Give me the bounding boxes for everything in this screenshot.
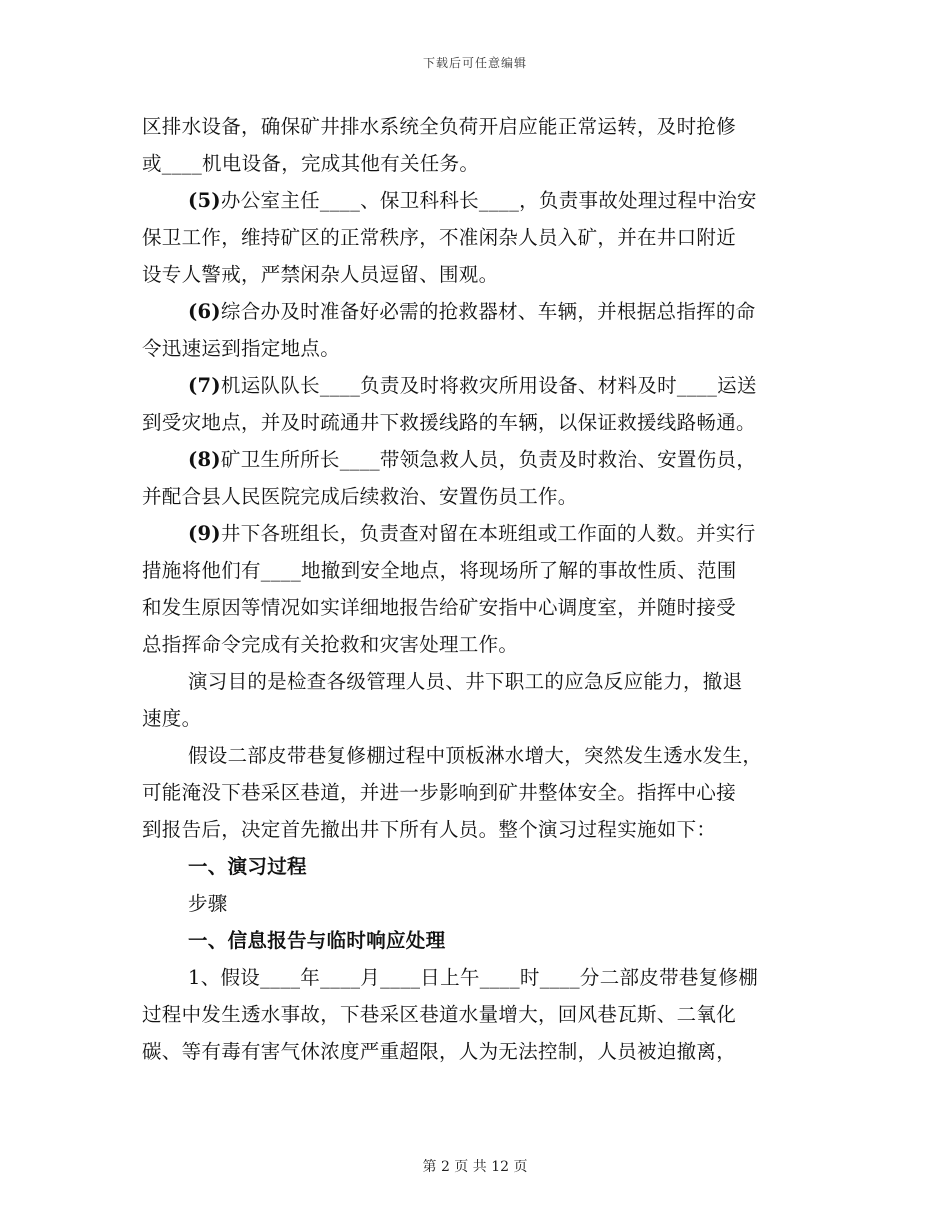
item-number: (5) — [188, 189, 221, 212]
page-header: 下载后可任意编辑 — [422, 56, 527, 70]
body-line-19: 可能淹没下巷采区巷道，并进一步影响到矿井整体安全。指挥中心接 — [142, 781, 737, 804]
steps-label: 步骤 — [188, 892, 228, 915]
list-item-5: (5)办公室主任____、保卫科科长____，负责事故处理过程中治安 — [188, 189, 757, 212]
paragraph-purpose: 演习目的是检查各级管理人员、井下职工的应急反应能力，撤退 — [188, 670, 743, 693]
list-item-8: (8)矿卫生所所长____带领急救人员，负责及时救治、安置伤员， — [188, 448, 757, 471]
body-line-1: 区排水设备，确保矿井排水系统全负荷开启应能正常运转，及时抢修 — [142, 115, 737, 138]
body-line-13: 措施将他们有____地撤到安全地点，将现场所了解的事故性质、范围 — [142, 559, 737, 582]
body-line-11: 并配合县人民医院完成后续救治、安置伤员工作。 — [142, 485, 578, 508]
item-number: (7) — [188, 374, 221, 397]
body-line-25: 过程中发生透水事故，下巷采区巷道水量增大，回风巷瓦斯、二氧化 — [142, 1003, 737, 1026]
body-line-20: 到报告后，决定首先撤出井下所有人员。整个演习过程实施如下： — [142, 818, 717, 841]
body-line-4: 保卫工作，维持矿区的正常秩序，不准闲杂人员入矿，并在井口附近 — [142, 226, 737, 249]
body-line-26: 碳、等有毒有害气休浓度严重超限，人为无法控制，人员被迫撤离， — [142, 1040, 737, 1063]
list-item-6: (6)综合办及时准备好必需的抢救器材、车辆，并根据总指挥的命 — [188, 300, 756, 323]
body-line-9: 到受灾地点，并及时疏通井下救援线路的车辆，以保证救援线路畅通。 — [142, 411, 756, 434]
item-number: (6) — [188, 300, 221, 323]
body-line-2: 或____机电设备，完成其他有关任务。 — [142, 152, 480, 175]
paragraph-scenario: 假设二部皮带巷复修棚过程中顶板淋水增大，突然发生透水发生， — [188, 744, 763, 767]
section-heading-exercise-process: 一、演习过程 — [188, 855, 307, 878]
document-body — [142, 108, 810, 1070]
page-footer: 第 2 页 共 12 页 — [422, 1159, 528, 1175]
section-heading-info-report: 一、信息报告与临时响应处理 — [188, 929, 446, 952]
body-line-7: 令迅速运到指定地点。 — [142, 337, 341, 360]
step-1: 1、假设____年____月____日上午____时____分二部皮带巷复修棚 — [188, 966, 759, 989]
body-line-17: 速度。 — [142, 707, 202, 730]
item-number: (9) — [188, 522, 221, 545]
body-line-5: 设专人警戒，严禁闲杂人员逗留、围观。 — [142, 263, 499, 286]
list-item-7: (7)机运队队长____负责及时将救灾所用设备、材料及时____运送 — [188, 374, 757, 397]
item-number: (8) — [188, 448, 221, 471]
body-line-15: 总指挥命令完成有关抢救和灾害处理工作。 — [142, 633, 519, 656]
body-line-14: 和发生原因等情况如实详细地报告给矿安指中心调度室，并随时接受 — [142, 596, 737, 619]
list-item-9: (9)井下各班组长，负责查对留在本班组或工作面的人数。并实行 — [188, 522, 756, 545]
